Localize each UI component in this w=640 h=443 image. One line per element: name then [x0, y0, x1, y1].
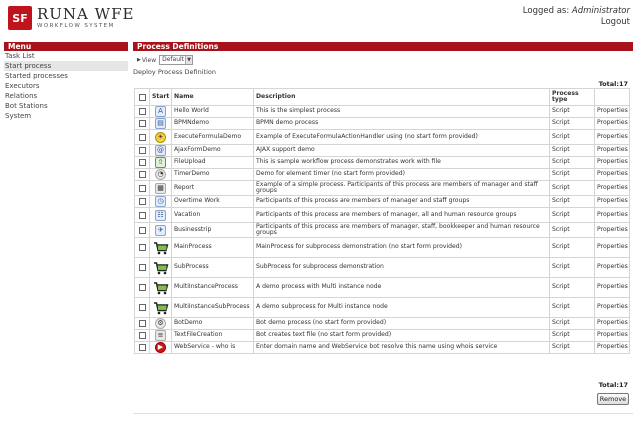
table-row: [135, 208, 630, 223]
row-name: TimerDemo: [172, 169, 254, 181]
row-start-cell[interactable]: [150, 145, 172, 157]
row-checkbox[interactable]: [139, 147, 146, 154]
name-header[interactable]: Name: [172, 89, 254, 106]
row-properties-link[interactable]: Properties: [595, 330, 630, 342]
lightbulb-icon[interactable]: ☀: [155, 132, 166, 143]
table-row: [135, 169, 630, 181]
table-row: [135, 318, 630, 330]
row-start-cell[interactable]: [150, 130, 172, 145]
row-start-cell[interactable]: [150, 157, 172, 169]
overtime-icon[interactable]: ◷: [155, 196, 166, 207]
main-panel: [133, 42, 633, 51]
sidebar: [4, 42, 128, 121]
row-process-type: Script: [550, 342, 595, 354]
table-row: [135, 223, 630, 238]
logout-link[interactable]: Logout: [600, 17, 630, 27]
row-start-cell[interactable]: [150, 238, 172, 258]
header: [0, 0, 640, 36]
row-process-type: Script: [550, 130, 595, 145]
row-properties-link[interactable]: Properties: [595, 342, 630, 354]
row-start-cell[interactable]: [150, 298, 172, 318]
row-checkbox[interactable]: [139, 212, 146, 219]
row-properties-link[interactable]: Properties: [595, 169, 630, 181]
row-name: MainProcess: [172, 238, 254, 258]
row-description: Bot creates text file (no start form provided): [254, 330, 550, 342]
sidebar-item-started-processes[interactable]: Started processes: [5, 72, 68, 80]
row-process-type: Script: [550, 106, 595, 118]
row-name: Vacation: [172, 208, 254, 223]
row-name: Overtime Work: [172, 196, 254, 208]
view-label[interactable]: View: [141, 56, 157, 64]
row-properties-link[interactable]: Properties: [595, 258, 630, 278]
row-description: Example of a simple process. Participants of this process are members of manager and staff groups: [254, 181, 550, 196]
row-start-cell[interactable]: [150, 181, 172, 196]
table-row: [135, 106, 630, 118]
row-start-cell[interactable]: [150, 342, 172, 354]
row-description: SubProcess for subprocess demonstration: [254, 258, 550, 278]
sidebar-item-start-process[interactable]: Start process: [4, 61, 128, 71]
row-select-cell[interactable]: [135, 181, 150, 196]
table-row: [135, 118, 630, 130]
row-properties-link[interactable]: Properties: [595, 318, 630, 330]
row-description: BPMN demo process: [254, 118, 550, 130]
row-select-cell[interactable]: [135, 157, 150, 169]
properties-header: [595, 89, 630, 106]
footer-divider: [133, 413, 633, 414]
row-select-cell[interactable]: [135, 130, 150, 145]
row-select-cell[interactable]: [135, 238, 150, 258]
row-process-type: Script: [550, 298, 595, 318]
timer-icon[interactable]: ◔: [155, 169, 166, 180]
row-process-type: Script: [550, 223, 595, 238]
row-start-cell[interactable]: [150, 223, 172, 238]
row-checkbox[interactable]: [139, 320, 146, 327]
menu-list: [4, 51, 128, 121]
row-description: Bot demo process (no start form provided): [254, 318, 550, 330]
row-checkbox[interactable]: [139, 344, 146, 351]
row-checkbox[interactable]: [139, 159, 146, 166]
logo[interactable]: [8, 4, 134, 32]
row-checkbox[interactable]: [139, 171, 146, 178]
row-checkbox[interactable]: [139, 120, 146, 127]
row-description: A demo subprocess for Multi instance node: [254, 298, 550, 318]
row-checkbox[interactable]: [139, 284, 146, 291]
row-process-type: Script: [550, 181, 595, 196]
at-sign-icon[interactable]: @: [157, 146, 164, 154]
description-header[interactable]: Description: [254, 89, 550, 106]
row-start-cell[interactable]: [150, 318, 172, 330]
table-row: [135, 157, 630, 169]
logo-text: [37, 7, 134, 29]
sidebar-item-relations[interactable]: Relations: [5, 92, 38, 100]
logo-title: RUNA WFE: [37, 5, 135, 23]
row-process-type: Script: [550, 238, 595, 258]
row-checkbox[interactable]: [139, 227, 146, 234]
row-select-cell[interactable]: [135, 145, 150, 157]
row-properties-link[interactable]: Properties: [595, 223, 630, 238]
row-start-cell[interactable]: [150, 278, 172, 298]
select-all-checkbox[interactable]: [139, 94, 146, 101]
row-properties-link[interactable]: Properties: [595, 208, 630, 223]
row-name: Businesstrip: [172, 223, 254, 238]
user-area: [523, 6, 630, 28]
row-select-cell[interactable]: [135, 118, 150, 130]
row-name: Report: [172, 181, 254, 196]
row-select-cell[interactable]: [135, 196, 150, 208]
row-description: Participants of this process are members of manager, all and human resource groups: [254, 208, 550, 223]
row-select-cell[interactable]: [135, 208, 150, 223]
row-properties-link[interactable]: Properties: [595, 130, 630, 145]
row-description: Enter domain name and WebService bot resolve this name using whois service: [254, 342, 550, 354]
row-process-type: Script: [550, 330, 595, 342]
row-name: SubProcess: [172, 258, 254, 278]
process-table: [134, 88, 630, 354]
total-count-bottom: Total:17: [598, 381, 628, 389]
row-checkbox[interactable]: [139, 304, 146, 311]
row-properties-link[interactable]: Properties: [595, 157, 630, 169]
row-properties-link[interactable]: Properties: [595, 145, 630, 157]
row-properties-link[interactable]: Properties: [595, 181, 630, 196]
vacation-icon[interactable]: ☷: [155, 210, 166, 221]
cart-icon[interactable]: [153, 260, 169, 276]
row-name: MultiInstanceSubProcess: [172, 298, 254, 318]
row-properties-link[interactable]: Properties: [595, 298, 630, 318]
row-checkbox[interactable]: [139, 185, 146, 192]
row-start-cell[interactable]: [150, 169, 172, 181]
row-start-cell[interactable]: [150, 196, 172, 208]
row-checkbox[interactable]: [139, 108, 146, 115]
sidebar-item-bot-stations[interactable]: Bot Stations: [5, 102, 48, 110]
businesstrip-icon[interactable]: ✈: [155, 225, 166, 236]
row-checkbox[interactable]: [139, 244, 146, 251]
row-select-cell[interactable]: [135, 223, 150, 238]
table-row: [135, 258, 630, 278]
row-description: A demo process with Multi instance node: [254, 278, 550, 298]
row-start-cell[interactable]: [150, 118, 172, 130]
row-process-type: Script: [550, 318, 595, 330]
row-select-cell[interactable]: [135, 330, 150, 342]
logged-as-label: Logged as:: [522, 6, 570, 16]
table-row: [135, 298, 630, 318]
row-start-cell[interactable]: [150, 330, 172, 342]
row-description: This is sample workflow process demonstrates work with file: [254, 157, 550, 169]
row-select-cell[interactable]: [135, 169, 150, 181]
row-process-type: Script: [550, 208, 595, 223]
row-description: Example of ExecuteFormulaActionHandler using (no start form provided): [254, 130, 550, 145]
row-process-type: Script: [550, 118, 595, 130]
total-count-top: Total:17: [598, 80, 628, 88]
row-properties-link[interactable]: Properties: [595, 196, 630, 208]
process-table-body: [135, 106, 630, 354]
logged-as-line: [523, 6, 630, 17]
row-name: BotDemo: [172, 318, 254, 330]
row-name: WebService - who is: [172, 342, 254, 354]
table-row: [135, 130, 630, 145]
sidebar-item-task-list[interactable]: Task List: [5, 52, 35, 60]
row-checkbox[interactable]: [139, 264, 146, 271]
row-properties-link[interactable]: Properties: [595, 238, 630, 258]
bot-icon[interactable]: ⚙: [155, 318, 166, 329]
report-icon[interactable]: ▦: [155, 183, 166, 194]
table-row: [135, 181, 630, 196]
view-row: [137, 54, 193, 66]
table-row: [135, 238, 630, 258]
table-row: [135, 342, 630, 354]
row-properties-link[interactable]: Properties: [595, 278, 630, 298]
process-type-header[interactable]: Process type: [550, 89, 595, 106]
row-select-cell[interactable]: [135, 258, 150, 278]
sidebar-item-executors[interactable]: Executors: [5, 82, 40, 90]
row-start-cell[interactable]: [150, 258, 172, 278]
row-checkbox[interactable]: [139, 332, 146, 339]
cart-icon[interactable]: [153, 280, 169, 296]
table-header-row: [135, 89, 630, 106]
row-start-cell[interactable]: [150, 106, 172, 118]
deploy-process-link[interactable]: Deploy Process Definition: [133, 68, 217, 76]
row-name: TextFileCreation: [172, 330, 254, 342]
webservice-icon[interactable]: ▶: [155, 342, 166, 353]
chevron-down-icon[interactable]: ▼: [185, 56, 192, 64]
row-name: MultiInstanceProcess: [172, 278, 254, 298]
logo-mark-icon: SF: [8, 6, 32, 30]
row-select-cell[interactable]: [135, 342, 150, 354]
row-description: This is the simplest process: [254, 106, 550, 118]
row-process-type: Script: [550, 145, 595, 157]
row-name: AjaxFormDemo: [172, 145, 254, 157]
cart-icon[interactable]: [153, 240, 169, 256]
row-process-type: Script: [550, 169, 595, 181]
cart-icon[interactable]: [153, 300, 169, 316]
row-name: Hello World: [172, 106, 254, 118]
row-name: FileUpload: [172, 157, 254, 169]
row-process-type: Script: [550, 278, 595, 298]
row-properties-link[interactable]: Properties: [595, 106, 630, 118]
sidebar-item-system[interactable]: System: [5, 112, 32, 120]
row-select-cell[interactable]: [135, 318, 150, 330]
row-select-cell[interactable]: [135, 298, 150, 318]
row-description: Demo for element timer (no start form provided): [254, 169, 550, 181]
row-select-cell[interactable]: [135, 278, 150, 298]
start-header[interactable]: Start: [150, 89, 172, 106]
row-description: AJAX support demo: [254, 145, 550, 157]
table-row: [135, 196, 630, 208]
row-name: BPMNdemo: [172, 118, 254, 130]
row-select-cell[interactable]: [135, 106, 150, 118]
row-description: Participants of this process are members of manager, staff, bookkeeper and human resource groups: [254, 223, 550, 238]
row-process-type: Script: [550, 196, 595, 208]
table-row: [135, 278, 630, 298]
row-checkbox[interactable]: [139, 198, 146, 205]
menu-title: Menu: [4, 42, 128, 51]
upload-icon[interactable]: ⇧: [155, 157, 166, 168]
user-name: Administrator: [571, 6, 630, 16]
page-title: Process Definitions: [133, 42, 633, 51]
document-b-icon[interactable]: ▤: [155, 118, 166, 129]
row-name: ExecuteFormulaDemo: [172, 130, 254, 145]
remove-button[interactable]: Remove: [597, 393, 629, 405]
row-start-cell[interactable]: [150, 208, 172, 223]
table-row: [135, 330, 630, 342]
document-a-icon[interactable]: A: [155, 106, 166, 117]
view-select-value: Default: [162, 56, 185, 63]
row-description: Participants of this process are members of manager and staff groups: [254, 196, 550, 208]
text-file-icon[interactable]: ≡: [155, 330, 166, 341]
row-description: MainProcess for subprocess demonstration (no start form provided): [254, 238, 550, 258]
row-process-type: Script: [550, 258, 595, 278]
select-all-header[interactable]: [135, 89, 150, 106]
row-checkbox[interactable]: [139, 134, 146, 141]
view-select[interactable]: [159, 55, 193, 65]
table-row: [135, 145, 630, 157]
row-process-type: Script: [550, 157, 595, 169]
logo-subtitle: WORKFLOW SYSTEM: [37, 23, 115, 29]
row-properties-link[interactable]: Properties: [595, 118, 630, 130]
view-arrow-icon: ▶: [137, 57, 141, 63]
